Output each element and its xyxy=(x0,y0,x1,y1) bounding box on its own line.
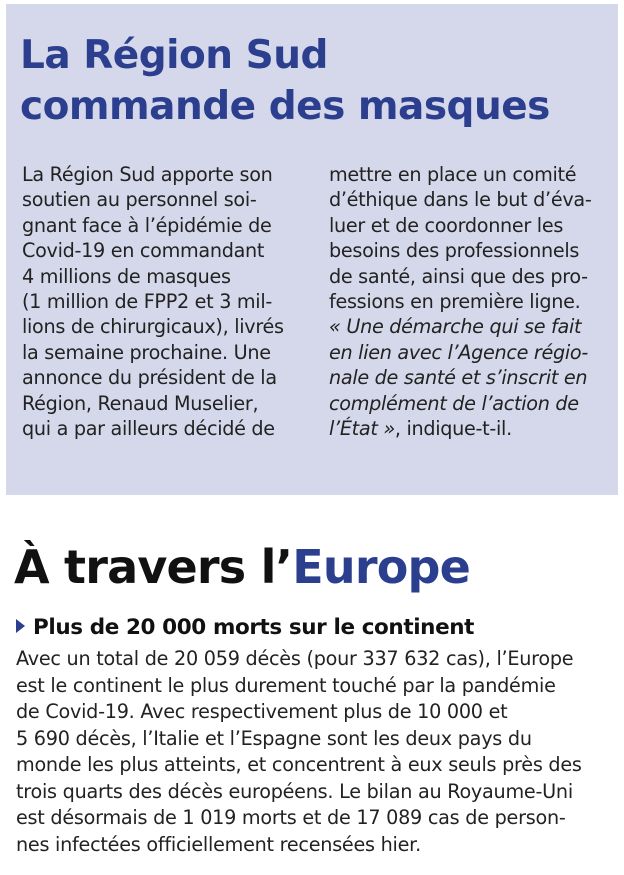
text-line: est désormais de 1 019 morts et de 17 089 cas de person- xyxy=(16,806,566,829)
quote-line: complément de l’action de xyxy=(329,391,579,415)
text-line: d’éthique dans le but d’éva- xyxy=(329,188,592,212)
text-line: Région, Renaud Muselier, xyxy=(22,391,259,415)
text-line: gnant face à l’épidémie de xyxy=(22,213,272,237)
text-line: besoins des professionnels xyxy=(329,239,580,263)
box-column-left xyxy=(22,162,284,441)
text-line: qui a par ailleurs décidé de xyxy=(22,417,275,441)
text-line: fessions en première ligne. xyxy=(329,290,581,314)
text-line: 4 millions de masques xyxy=(22,264,231,288)
box-headline-line-1: La Région Sud xyxy=(20,33,328,78)
text-line: luer et de coordonner les xyxy=(329,213,564,237)
subheading xyxy=(16,614,474,642)
text-line: annonce du président de la xyxy=(22,366,277,390)
box-column-right xyxy=(329,162,591,441)
text-line: lions de chirurgicaux), livrés xyxy=(22,315,284,339)
text-line: 5 690 décès, l’Italie et l’Espagne sont les deux pays du xyxy=(16,726,532,750)
text-line: Covid-19 en commandant xyxy=(22,239,265,263)
text-line: (1 million de FPP2 et 3 mil- xyxy=(22,290,272,314)
attribution: , indique-t-il. xyxy=(394,417,512,441)
text-line: mettre en place un comité xyxy=(329,163,577,186)
text-line: Avec un total de 20 059 décès (pour 337 632 cas), l’Europe xyxy=(16,647,574,670)
quote-end: l’État » xyxy=(329,417,395,441)
box-headline xyxy=(20,30,550,132)
text-line: de Covid-19. Avec respectivement plus de 10 000 et xyxy=(16,700,508,723)
text-line: de santé, ainsi que des pro- xyxy=(329,264,588,288)
europe-article-body xyxy=(16,646,582,858)
quote-line: en lien avec l’Agence régio- xyxy=(329,340,588,364)
section-title-main: À travers l’ xyxy=(14,540,293,594)
triangle-right-icon xyxy=(16,619,25,633)
subheading-text: Plus de 20 000 morts sur le continent xyxy=(33,615,475,640)
text-line: monde les plus atteints, et concentrent à eux seuls près des xyxy=(16,753,582,776)
quote-line: nale de santé et s’inscrit en xyxy=(329,366,588,390)
text-line: trois quarts des décès européens. Le bilan au Royaume-Uni xyxy=(16,779,573,803)
text-line: La Région Sud apporte son xyxy=(22,163,273,186)
box-headline-line-2: commande des masques xyxy=(20,84,550,129)
section-title-accent: Europe xyxy=(292,540,471,594)
section-title xyxy=(14,532,470,602)
quote-end-line xyxy=(329,416,591,441)
quote-line: « Une démarche qui se fait xyxy=(329,315,582,339)
text-line: nes infectées officiellement recensées hier. xyxy=(16,832,421,856)
text-line: la semaine prochaine. Une xyxy=(22,340,271,364)
text-line: est le continent le plus durement touché par la pandémie xyxy=(16,673,556,697)
text-line: soutien au personnel soi- xyxy=(22,188,257,212)
